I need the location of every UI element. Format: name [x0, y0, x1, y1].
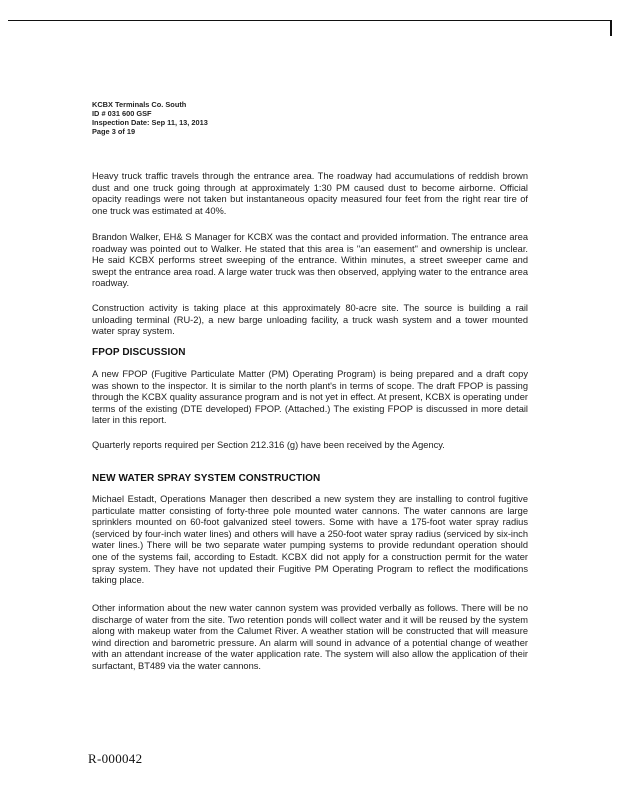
paragraph-water-cannon-details: Other information about the new water cannon system was provided verbally as follows. There will be no discharge of water from the site. Two retention ponds will collect water and it will be reused by the system along with makeup water from the Calumet River. A weather station will be constructed that will measure wind direction and barometric pressure. An alarm will sound in advance of a potential change of weather with an attendant increase of the water application rate. The system will also allow the application of their surfactant, BT489 via the water cannons. — [92, 603, 528, 671]
header-id: ID # 031 600 GSF — [92, 109, 152, 118]
header-company: KCBX Terminals Co. South — [92, 100, 187, 109]
paragraph-fpop: A new FPOP (Fugitive Particulate Matter (PM) Operating Program) is being prepared and a draft copy was shown to the inspector. It is similar to the north plant's in terms of scope. The draft FPOP is passing through the KCBX quality assurance program and is not yet in effect. At present, KCBX is operating under terms of the existing (DTE developed) FPOP. (Attached.) The existing FPOP is discussed in more detail later in this report. — [92, 369, 528, 426]
heading-fpop-discussion: FPOP DISCUSSION — [92, 347, 186, 358]
paragraph-water-cannons: Michael Estadt, Operations Manager then described a new system they are installing to control fugitive particulate matter consisting of forty-three pole mounted water cannons. The water cannons are large sprinklers mounted on 60-foot galvanized steel towers. Some with have a 175-foot water spray radius (serviced by four-inch water lines) and others will have a 250-foot water spray radius (serviced by six-inch water lines.) There will be two separate water pumping systems to provide redundant operation should one of the systems fail, according to Estadt. KCBX did not apply for a construction permit for the water spray system. They have not updated their Fugitive PM Operating Program to reflect the modifications taking place. — [92, 494, 528, 586]
heading-water-spray-construction: NEW WATER SPRAY SYSTEM CONSTRUCTION — [92, 473, 321, 484]
scan-corner-mark — [610, 20, 612, 36]
report-header — [92, 100, 208, 136]
paragraph-construction-activity: Construction activity is taking place at this approximately 80-acre site. The source is building a rail unloading terminal (RU-2), a new barge unloading facility, a truck wash system and a tower mounted water spray system. — [92, 303, 528, 337]
header-page-number: Page 3 of 19 — [92, 127, 136, 136]
bates-number: R-000042 — [88, 751, 143, 766]
paragraph-truck-traffic: Heavy truck traffic travels through the entrance area. The roadway had accumulations of reddish brown dust and one truck going through at approximately 1:30 PM caused dust to become airborne. Official opacity readings were not taken but instantaneous opacity measured four feet from the right rear tire of one truck was estimated at 40%. — [92, 171, 528, 216]
paragraph-quarterly-reports: Quarterly reports required per Section 212.316 (g) have been received by the Agency. — [92, 440, 445, 450]
header-inspection-date: Inspection Date: Sep 11, 13, 2013 — [92, 118, 208, 127]
paragraph-contact-walker: Brandon Walker, EH& S Manager for KCBX was the contact and provided information. The entrance area roadway was pointed out to Walker. He stated that this area is "an easement" and ownership is unclear. He said KCBX performs street sweeping of the entrance. Within minutes, a street sweeper came and swept the entrance area road. A large water truck was then observed, applying water to the entrance area roadway. — [92, 232, 528, 289]
scan-top-border — [8, 20, 612, 21]
